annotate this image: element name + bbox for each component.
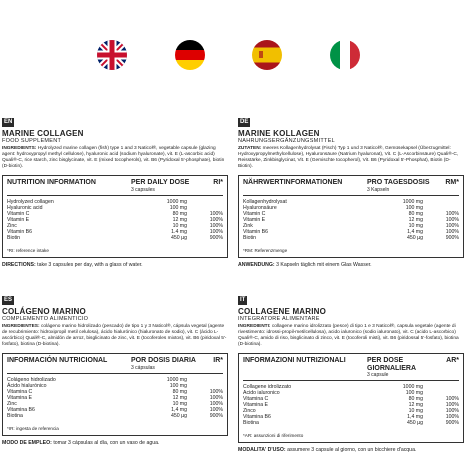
product-title: COLLAGENE MARINO [238, 307, 327, 316]
nutrient-ri: 100% [209, 406, 223, 413]
nutrient-value: 10 mg [172, 222, 187, 229]
nutrient-value: 12 mg [172, 394, 187, 401]
nutrient-value: 1.4 mg [171, 228, 187, 235]
nutrient-ri: 100% [209, 228, 223, 235]
nutrition-table [2, 353, 228, 436]
nutrient-value: 1000 mg [402, 198, 423, 205]
nutrient-value: 100 mg [405, 390, 423, 397]
nutrient-name: Vitamina E [7, 394, 32, 401]
nutrient-ri: 100% [445, 408, 459, 415]
directions [238, 447, 464, 453]
nutrient-value: 1000 mg [166, 376, 187, 383]
reference-note: *RM: Referenzmenge [243, 247, 288, 253]
nutrition-row [243, 420, 459, 426]
directions-label: DIRECTIONS: [2, 261, 36, 268]
flag-row [0, 40, 472, 74]
nutrition-header-title: INFORMAZIONI NUTRIZIONALI [243, 357, 346, 365]
nutrient-ri: 900% [445, 234, 459, 241]
nutrition-header-title: INFORMACIÓN NUTRICIONAL [7, 357, 108, 365]
nutrient-name: Vitamin B6 [243, 228, 268, 235]
nutrient-ri: 100% [209, 210, 223, 217]
nutrient-value: 80 mg [172, 210, 187, 217]
nutrient-name: Zinc [7, 222, 17, 229]
nutrition-table [238, 175, 464, 258]
nutrient-value: 12 mg [408, 402, 423, 409]
nutrition-header [7, 357, 223, 374]
language-tag: EN [4, 119, 13, 125]
nutrient-value: 80 mg [408, 210, 423, 217]
directions-text: 3 Kapseln täglich mit einem Glas Wasser. [276, 261, 372, 268]
nutrient-ri: 100% [445, 222, 459, 229]
nutrient-ri: 100% [209, 216, 223, 223]
nutrient-name: Vitamina B6 [7, 406, 35, 413]
nutrient-name: Vitamina B6 [243, 414, 271, 421]
nutrient-value: 12 mg [172, 216, 187, 223]
panel-es [2, 288, 228, 446]
directions-text: take 3 capsules per day, with a glass of water. [37, 261, 143, 268]
ingredients-label: INGREDIENTS: [2, 146, 37, 151]
nutrient-value: 80 mg [408, 396, 423, 403]
directions-label: MODALITA' D'USO: [238, 447, 286, 454]
nutrition-rows [7, 377, 223, 419]
nutrient-name: Vitamin C [243, 210, 266, 217]
nutrient-value: 12 mg [408, 216, 423, 223]
directions-label: ANWENDUNG: [238, 261, 275, 268]
nutrition-rows [243, 199, 459, 241]
nutrient-ri: 900% [445, 420, 459, 427]
nutrition-header-caps: 3 Kapseln [367, 186, 390, 193]
nutrient-name: Acido ialuronico [243, 390, 280, 397]
nutrition-header [7, 179, 223, 196]
germany-flag-icon [175, 40, 205, 70]
nutrition-header-caps: 3 cápsulas [131, 364, 155, 371]
product-subtitle: FOOD SUPPLEMENT [2, 138, 62, 144]
nutrient-name: Biotin [243, 234, 256, 241]
product-subtitle: COMPLEMENTO ALIMENTICIO [2, 316, 89, 322]
nutrient-name: Hyaluronic acid [7, 204, 43, 211]
nutrition-rows [7, 199, 223, 241]
nutrient-value: 80 mg [172, 388, 187, 395]
nutrient-name: Vitamin E [243, 216, 266, 223]
ingredients-label: INGREDIENTI: [238, 324, 271, 329]
ingredients-text: colágeno marino hidrolizado (pescado) de tipo 1 y 3 Naticol®, cápsula vegetal (agente de recubrimiento: hidroxipropil metil celulosa), ácido hialurónico (hialuronato de sodio), vit. C (ácido L-ascórbico) Quali®-C, almidón de arroz, bisglicinato de zinc, vit. E (tocoferoles mixtos), vit. B6 (piridoxal 5'-fosfato), biotina (D-biotina). [2, 324, 227, 348]
nutrition-header-ri: IR* [213, 357, 223, 365]
nutrition-header-caps: 3 capsule [367, 372, 389, 379]
directions [238, 262, 464, 268]
product-subtitle: INTEGRATORE ALIMENTARE [238, 316, 320, 322]
nutrient-value: 1,4 mg [171, 406, 187, 413]
nutrient-name: Zinc [7, 400, 17, 407]
panel-en [2, 110, 228, 268]
nutrition-header [243, 179, 459, 196]
nutrient-value: 100 mg [169, 204, 187, 211]
reference-note: *RI: reference intake [7, 247, 49, 253]
nutrient-ri: 100% [209, 388, 223, 395]
ingredients-text: Hydrolyzed marine collagen (fish) type 1 and 3 Naticol®, vegetable capsule (glazing agent: hydroxypropyl methyl cellulose), hyaluronic acid (sodium hyaluronate), vit. E (L-ascorbic acid) Quali®-C, rice starch, zinc bisglycinate, vit. E (mixed tocopherols), vit. B6 (Pyridoxal 5'-phosphate), biotin (D-biotin). [2, 146, 225, 170]
nutrient-name: Hyaluronsäure [243, 204, 277, 211]
language-tag: IT [240, 297, 246, 303]
nutrient-name: Vitamina E [243, 402, 268, 409]
directions [2, 262, 228, 268]
language-tag: ES [4, 297, 13, 303]
nutrition-header-title: NUTRITION INFORMATION [7, 179, 96, 187]
directions-label: MODO DE EMPLEO: [2, 439, 52, 446]
nutrient-ri: 900% [209, 234, 223, 241]
nutrient-ri: 900% [209, 412, 223, 419]
product-title: MARINE KOLLAGEN [238, 129, 320, 138]
nutrient-ri: 100% [445, 228, 459, 235]
nutrient-name: Vitamin B6 [7, 228, 32, 235]
ingredients-label: INGREDIENTES: [2, 324, 40, 329]
nutrition-row [7, 413, 223, 419]
nutrient-name: Hydrolyzed collagen [7, 198, 54, 205]
nutrient-name: Collagene idrolizzato [243, 384, 292, 391]
uk-flag-icon [97, 40, 127, 70]
nutrient-name: Vitamina C [7, 388, 33, 395]
nutrition-header-title: NÄHRWERTINFORMATIONEN [243, 179, 343, 187]
nutrient-name: Zink [243, 222, 253, 229]
nutrient-name: Kollagenhydrolysat [243, 198, 287, 205]
nutrition-header-ri: RI* [213, 179, 223, 187]
language-tag: DE [240, 119, 249, 125]
reference-note: *AR: assunzioni di riferimento [243, 433, 304, 439]
nutrition-header-caps: 3 capsules [131, 186, 155, 193]
nutrition-header-ri: RM* [445, 179, 459, 187]
nutrient-name: Vitamina C [243, 396, 269, 403]
nutrition-table [2, 175, 228, 258]
nutrient-value: 100 mg [405, 204, 423, 211]
nutrient-value: 1,4 mg [407, 414, 423, 421]
ingredients-text: meeres Kollagenhydrolysat (Fisch) Typ 1 und 3 Naticol®, Gemüsekapsel (Überzugmittel: Hydroxypropylmethylcellulose), Hyaluronsäure (Natrium hyaluronat), Vit. C (L-Ascorbinsäure) Quali®-C, Reisstärke, Zinkbisglycinat, Vit. E (Gemischte tocopherol), Vit. B6 (Pyridoxal 5'-Phosphat), Biotin (D-Biotin). [238, 146, 459, 170]
nutrient-name: Vitamin E [7, 216, 30, 223]
nutrient-value: 10 mg [408, 408, 423, 415]
ingredients-text: collagene marino idrolizzato (pesce) di tipo 1 e 3 Naticol®, capsula vegetale (agente di rivestimento: idrossi-propil-metilcellulosa), acido ialuronico (sodio ialuronato), vit. C (acido L-ascorbico) Quali®-C, amido di riso, bisglicinato di zinco, vit. E (tocoferoli misti), vit. B6 (piridossal 5'-fosfato), biotina (D-biotina). [238, 324, 459, 348]
nutrient-ri: 100% [445, 396, 459, 403]
ingredients [238, 324, 464, 348]
nutrient-name: Zinco [243, 408, 256, 415]
nutrient-name: Biotina [7, 412, 23, 419]
nutrition-header-dose: PER DOSE GIORNALIERA [367, 357, 416, 372]
nutrition-header-dose: PRO TAGESDOSIS [367, 179, 430, 187]
ingredients [2, 324, 228, 348]
directions-text: assumere 3 capsule al giorno, con un bicchiere d'acqua. [287, 447, 417, 454]
nutrient-name: Biotina [243, 420, 259, 427]
nutrient-value: 450 µg [171, 234, 187, 241]
directions [2, 440, 228, 446]
nutrient-name: Ácido hialurónico [7, 382, 47, 389]
panel-it [238, 288, 464, 453]
nutrient-ri: 100% [445, 216, 459, 223]
nutrition-header-ri: AR* [446, 357, 459, 365]
nutrient-name: Vitamin C [7, 210, 30, 217]
italy-flag-icon [330, 40, 360, 70]
nutrient-value: 450 µg [171, 412, 187, 419]
ingredients [2, 146, 228, 170]
nutrient-value: 1000 mg [166, 198, 187, 205]
nutrition-rows [243, 384, 459, 426]
nutrient-value: 450 µg [407, 420, 423, 427]
nutrient-ri: 100% [445, 402, 459, 409]
nutrient-value: 450 µg [407, 234, 423, 241]
nutrient-value: 10 mg [172, 400, 187, 407]
panel-de [238, 110, 464, 268]
spain-flag-icon [252, 40, 282, 70]
nutrition-header-dose: PER DAILY DOSE [131, 179, 190, 187]
nutrient-value: 1,4 mg [407, 228, 423, 235]
nutrient-value: 10 mg [408, 222, 423, 229]
nutrition-table [238, 353, 464, 443]
directions-text: tomar 3 cápsulas al día, con un vaso de agua. [53, 439, 160, 446]
nutrient-name: Biotin [7, 234, 20, 241]
ingredients-label: ZUTATEN: [238, 146, 262, 151]
nutrition-row [243, 235, 459, 241]
nutrition-row [7, 235, 223, 241]
product-subtitle: NAHRUNGSERGÄNZUNGSMITTEL [238, 138, 336, 144]
nutrient-value: 1000 mg [402, 384, 423, 391]
nutrient-name: Colágeno hidrolizado [7, 376, 56, 383]
nutrient-value: 100 mg [169, 382, 187, 389]
nutrient-ri: 100% [209, 400, 223, 407]
nutrient-ri: 100% [445, 414, 459, 421]
product-title: COLÁGENO MARINO [2, 307, 86, 316]
nutrition-header-dose: POR DOSIS DIARIA [131, 357, 196, 365]
nutrient-ri: 100% [209, 394, 223, 401]
product-title: MARINE COLLAGEN [2, 129, 84, 138]
nutrient-ri: 100% [445, 210, 459, 217]
reference-note: *IR: ingesta de referencia [7, 425, 59, 431]
nutrition-header [243, 357, 459, 381]
ingredients [238, 146, 464, 170]
nutrient-ri: 100% [209, 222, 223, 229]
